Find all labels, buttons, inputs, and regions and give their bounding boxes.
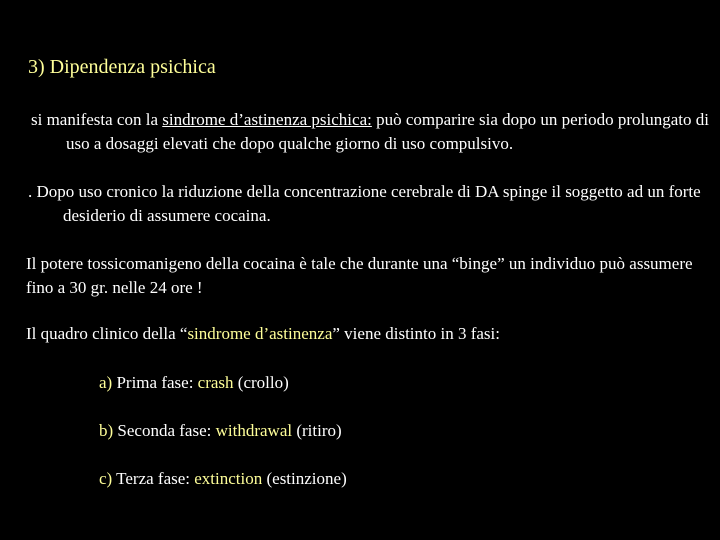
phase-marker: c) [99,469,113,488]
paragraph-psychic-withdrawal [31,108,720,156]
phase-term: crash [197,373,234,392]
paragraph4-highlight: sindrome d’astinenza [187,324,333,343]
paragraph4-after: ” viene distinto in 3 fasi: [332,324,500,343]
phase-marker: b) [99,421,114,440]
phase-translation: (ritiro) [292,421,342,440]
paragraph-clinical-picture [26,322,696,346]
phase-item-a [99,371,289,395]
phase-label: Prima fase: [112,373,198,392]
phase-term: withdrawal [215,421,293,440]
slide-title: 3) Dipendenza psichica [28,56,216,78]
paragraph1-lead: si manifesta con la [31,110,163,129]
phase-item-b [99,419,342,443]
phase-label: Terza fase: [112,469,195,488]
phase-translation: (crollo) [233,373,289,392]
phase-item-c [99,467,347,491]
paragraph1-underlined-term: sindrome d’astinenza psichica: [162,110,372,129]
phase-translation: (estinzione) [262,469,347,488]
paragraph-addictive-potential: Il potere tossicomanigeno della cocaina è tale che durante una “binge” un individuo può assumere fino a 30 gr. nelle 24 ore ! [26,254,693,297]
phase-label: Seconda fase: [113,421,216,440]
phase-term: extinction [194,469,263,488]
phase-marker: a) [99,373,113,392]
paragraph4-before: Il quadro clinico della “ [26,324,188,343]
paragraph-chronic-use: . Dopo uso cronico la riduzione della concentrazione cerebrale di DA spinge il soggetto ad un forte desiderio di assumere cocaina. [28,182,701,225]
paragraph1-rest: può comparire sia dopo un periodo prolungato di uso a dosaggi elevati che dopo qualche giorno di uso compulsivo. [66,110,709,153]
